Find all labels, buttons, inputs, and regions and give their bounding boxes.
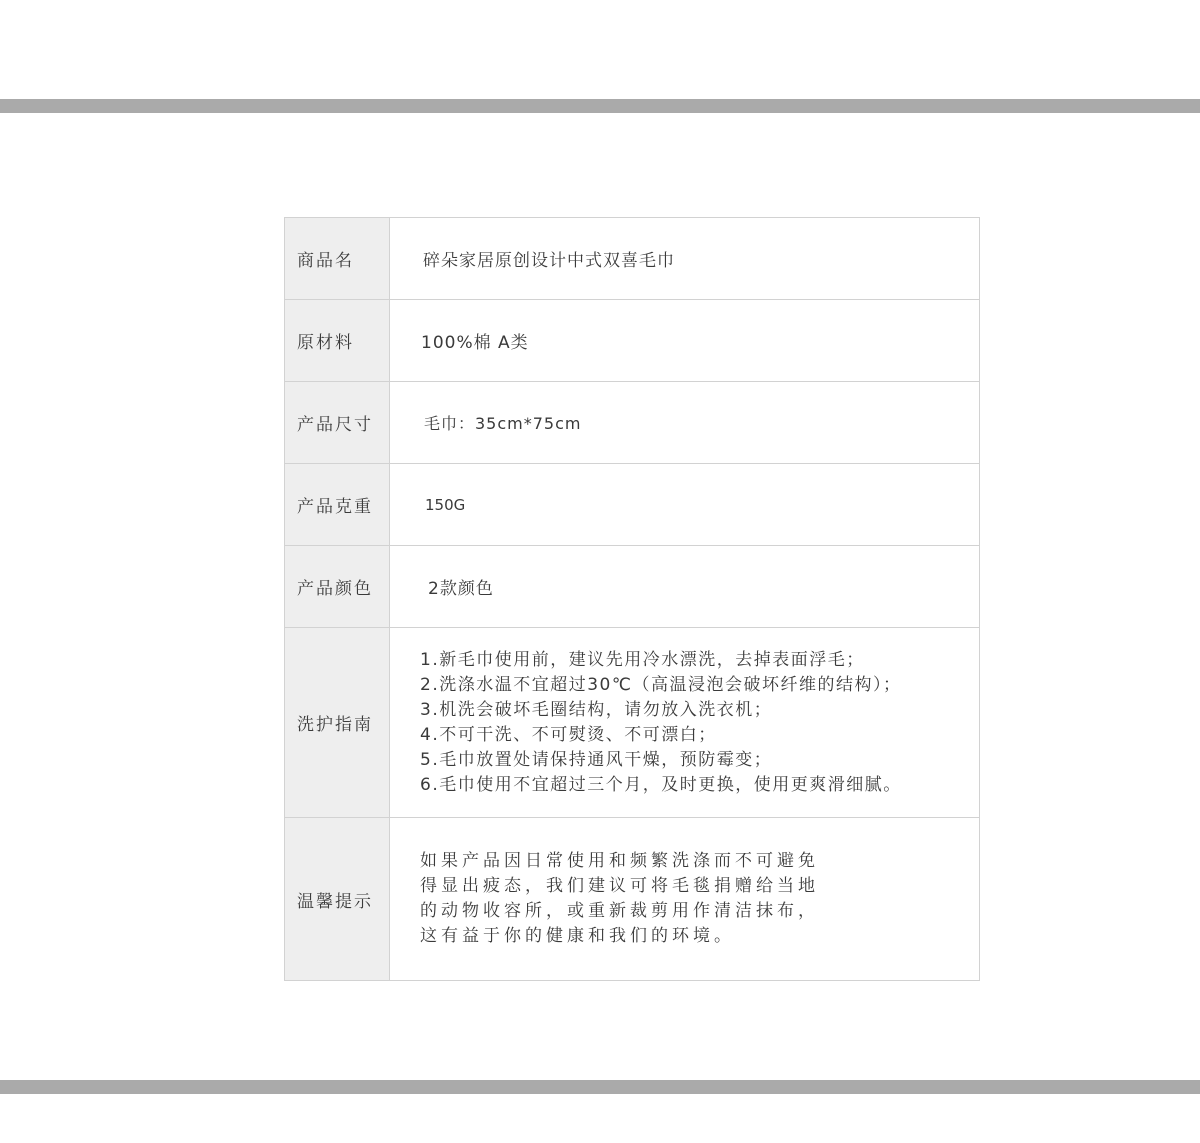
care-guide-line: 6.毛巾使用不宜超过三个月，及时更换，使用更爽滑细腻。 — [420, 774, 902, 795]
care-guide-line: 5.毛巾放置处请保持通风干燥，预防霉变； — [420, 749, 773, 770]
spec-label: 产品颜色 — [285, 546, 390, 627]
spec-row-tips — [285, 818, 979, 980]
spec-value: 碎朵家居原创设计中式双喜毛巾 — [423, 251, 675, 271]
spec-label: 产品尺寸 — [285, 382, 390, 463]
spec-label: 温馨提示 — [285, 818, 390, 980]
tips-line: 得显出疲态，我们建议可将毛毯捐赠给当地 — [420, 876, 819, 896]
care-guide-line: 2.洗涤水温不宜超过30℃（高温浸泡会破坏纤维的结构）； — [420, 674, 902, 695]
spec-label: 产品克重 — [285, 464, 390, 545]
product-spec-table — [284, 217, 980, 981]
spec-row-care-guide — [285, 628, 979, 818]
spec-value: 150G — [425, 495, 466, 514]
spec-label: 商品名 — [285, 218, 390, 299]
spec-label: 洗护指南 — [285, 628, 390, 817]
tips-paragraph — [420, 849, 819, 949]
bottom-divider-bar — [0, 1080, 1200, 1094]
care-guide-line: 3.机洗会破坏毛圈结构，请勿放入洗衣机； — [420, 699, 773, 720]
tips-line: 的动物收容所，或重新裁剪用作清洁抹布， — [420, 901, 819, 921]
tips-line: 这有益于你的健康和我们的环境。 — [420, 926, 735, 946]
spec-row-weight — [285, 464, 979, 546]
spec-row-material — [285, 300, 979, 382]
spec-row-color — [285, 546, 979, 628]
top-divider-bar — [0, 99, 1200, 113]
spec-value: 2款颜色 — [428, 579, 494, 599]
care-guide-line: 4.不可干洗、不可熨烫、不可漂白； — [420, 724, 717, 745]
tips-line: 如果产品因日常使用和频繁洗涤而不可避免 — [420, 851, 819, 871]
care-guide-line: 1.新毛巾使用前，建议先用冷水漂洗，去掉表面浮毛； — [420, 649, 865, 670]
spec-value: 100%棉 A类 — [421, 333, 529, 353]
spec-row-size — [285, 382, 979, 464]
spec-label: 原材料 — [285, 300, 390, 381]
spec-value — [390, 628, 979, 817]
spec-value: 毛巾：35cm*75cm — [424, 414, 582, 433]
spec-row-name — [285, 218, 979, 300]
care-guide-list — [420, 648, 902, 798]
spec-value — [390, 818, 979, 980]
